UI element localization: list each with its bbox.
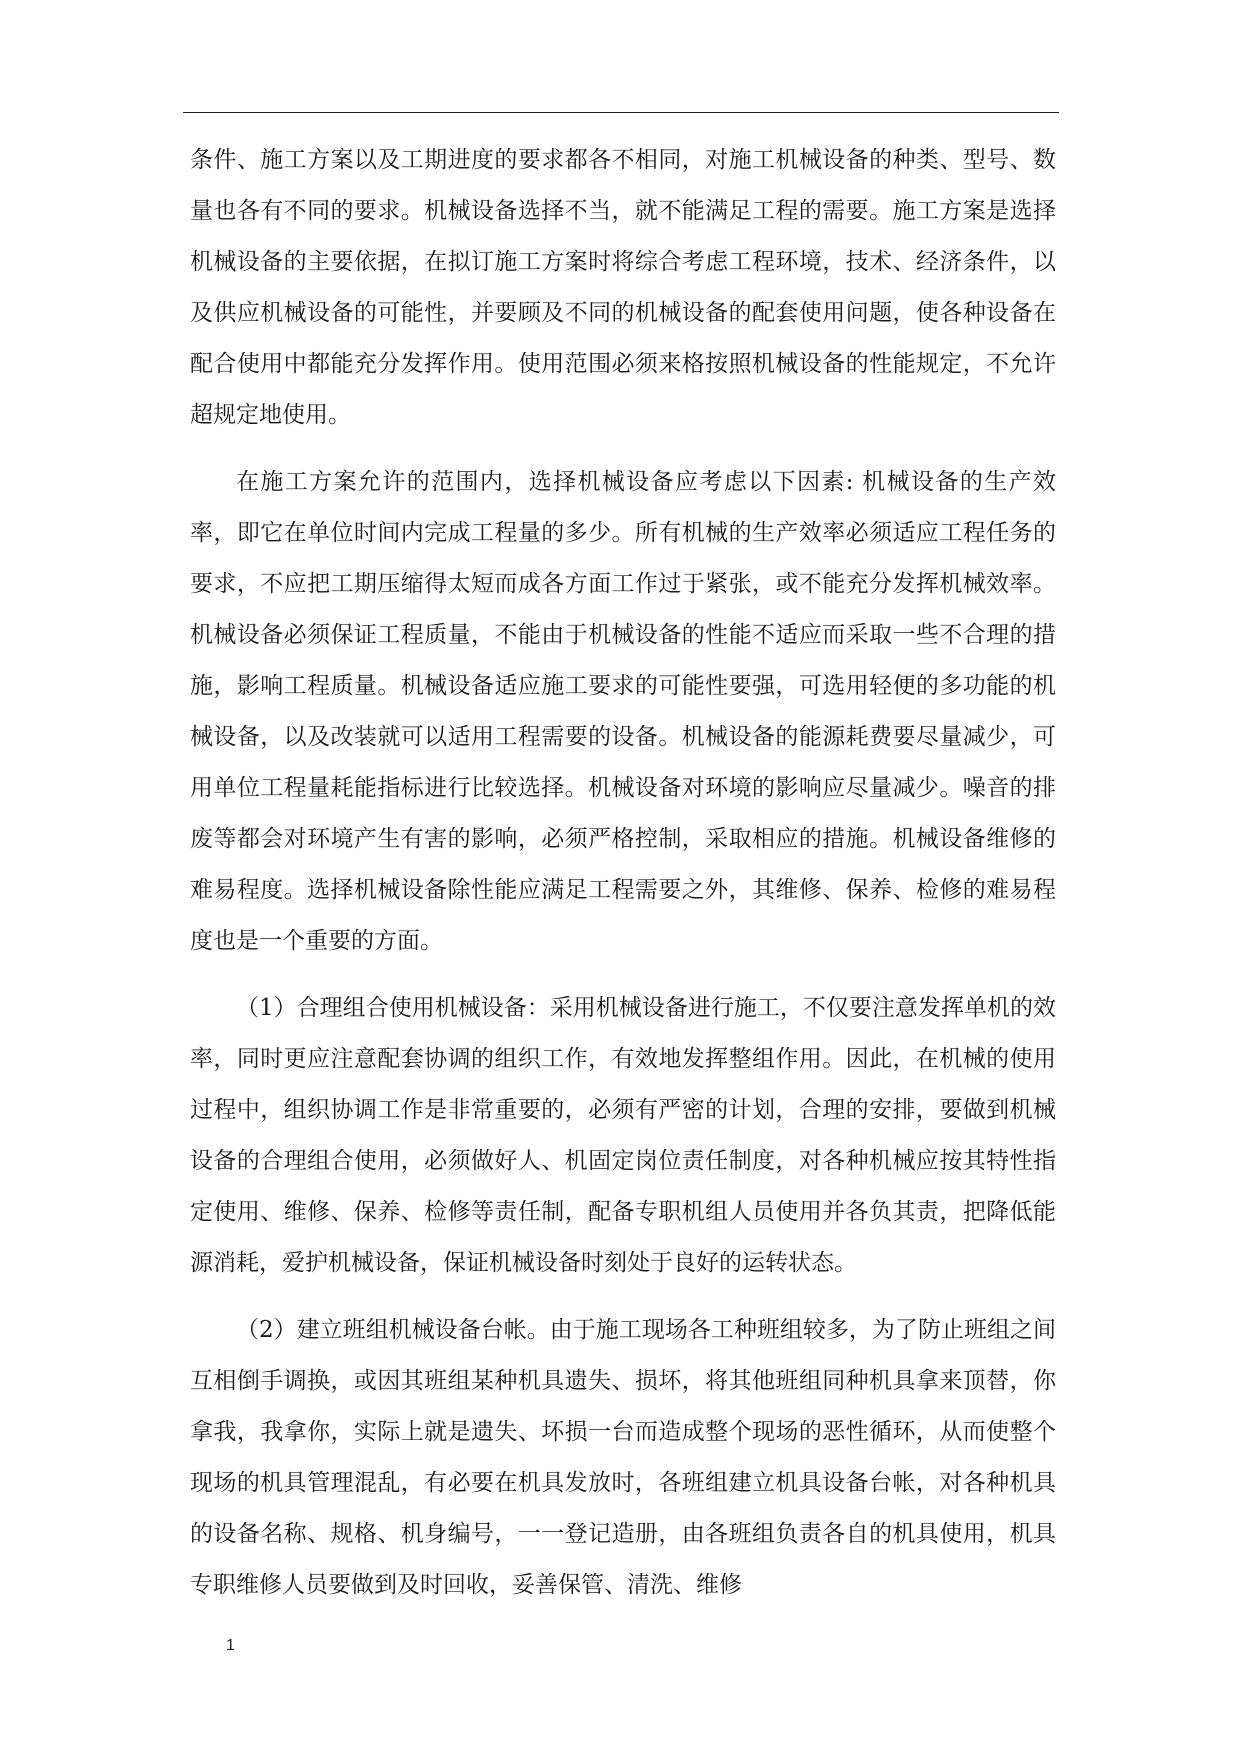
header-rule — [183, 112, 1059, 113]
paragraph-4: （2）建立班组机械设备台帐。由于施工现场各工种班组较多，为了防止班组之间互相倒手调换，或因其班组某种机具遗失、损坏，将其他班组同种机具拿来顶替，你拿我，我拿你，实际上就是遗失、坏损一台而造成整个现场的恶性循环，从而使整个现场的机具管理混乱，有必要在机具发放时，各班组建立机具设备台帐，对各种机具的设备名称、规格、机身编号，一一登记造册，由各班组负责各自的机具使用，机具专职维修人员要做到及时回收，妥善保管、清洗、维修 — [190, 1317, 1056, 1598]
paragraph-2: 在施工方案允许的范围内，选择机械设备应考虑以下因素: 机械设备的生产效率，即它在单位时间内完成工程量的多少。所有机械的生产效率必须适应工程任务的要求，不应把工期压缩得太短而成各方面工作过于紧张，或不能充分发挥机械效率。机械设备必须保证工程质量，不能由于机械设备的性能不适应而采取一些不合理的措施，影响工程质量。机械设备适应施工要求的可能性要强，可选用轻便的多功能的机械设备，以及改装就可以适用工程需要的设备。机械设备的能源耗费要尽量减少，可用单位工程量耗能指标进行比较选择。机械设备对环境的影响应尽量减少。噪音的排废等都会对环境产生有害的影响，必须严格控制，采取相应的措施。机械设备维修的难易程度。选择机械设备除性能应满足工程需要之外，其维修、保养、检修的难易程度也是一个重要的方面。 — [190, 469, 1056, 954]
paragraph-1: 条件、施工方案以及工期进度的要求都各不相同，对施工机械设备的种类、型号、数量也各有不同的要求。机械设备选择不当，就不能满足工程的需要。施工方案是选择机械设备的主要依据，在拟订施工方案时将综合考虑工程环境，技术、经济条件，以及供应机械设备的可能性，并要顾及不同的机械设备的配套使用问题，使各种设备在配合使用中都能充分发挥作用。使用范围必须来格按照机械设备的性能规定，不允许超规定地使用。 — [190, 147, 1056, 428]
paragraph-3: （1）合理组合使用机械设备：采用机械设备进行施工，不仅要注意发挥单机的效率，同时更应注意配套协调的组织工作，有效地发挥整组作用。因此，在机械的使用过程中，组织协调工作是非常重要的，必须有严密的计划，合理的安排，要做到机械设备的合理组合使用，必须做好人、机固定岗位责任制度，对各种机械应按其特性指定使用、维修、保养、检修等责任制，配备专职机组人员使用并各负其责，把降低能源消耗，爱护机械设备，保证机械设备时刻处于良好的运转状态。 — [190, 995, 1056, 1276]
page-number: 1 — [226, 1637, 235, 1654]
document-body — [190, 135, 1056, 1627]
